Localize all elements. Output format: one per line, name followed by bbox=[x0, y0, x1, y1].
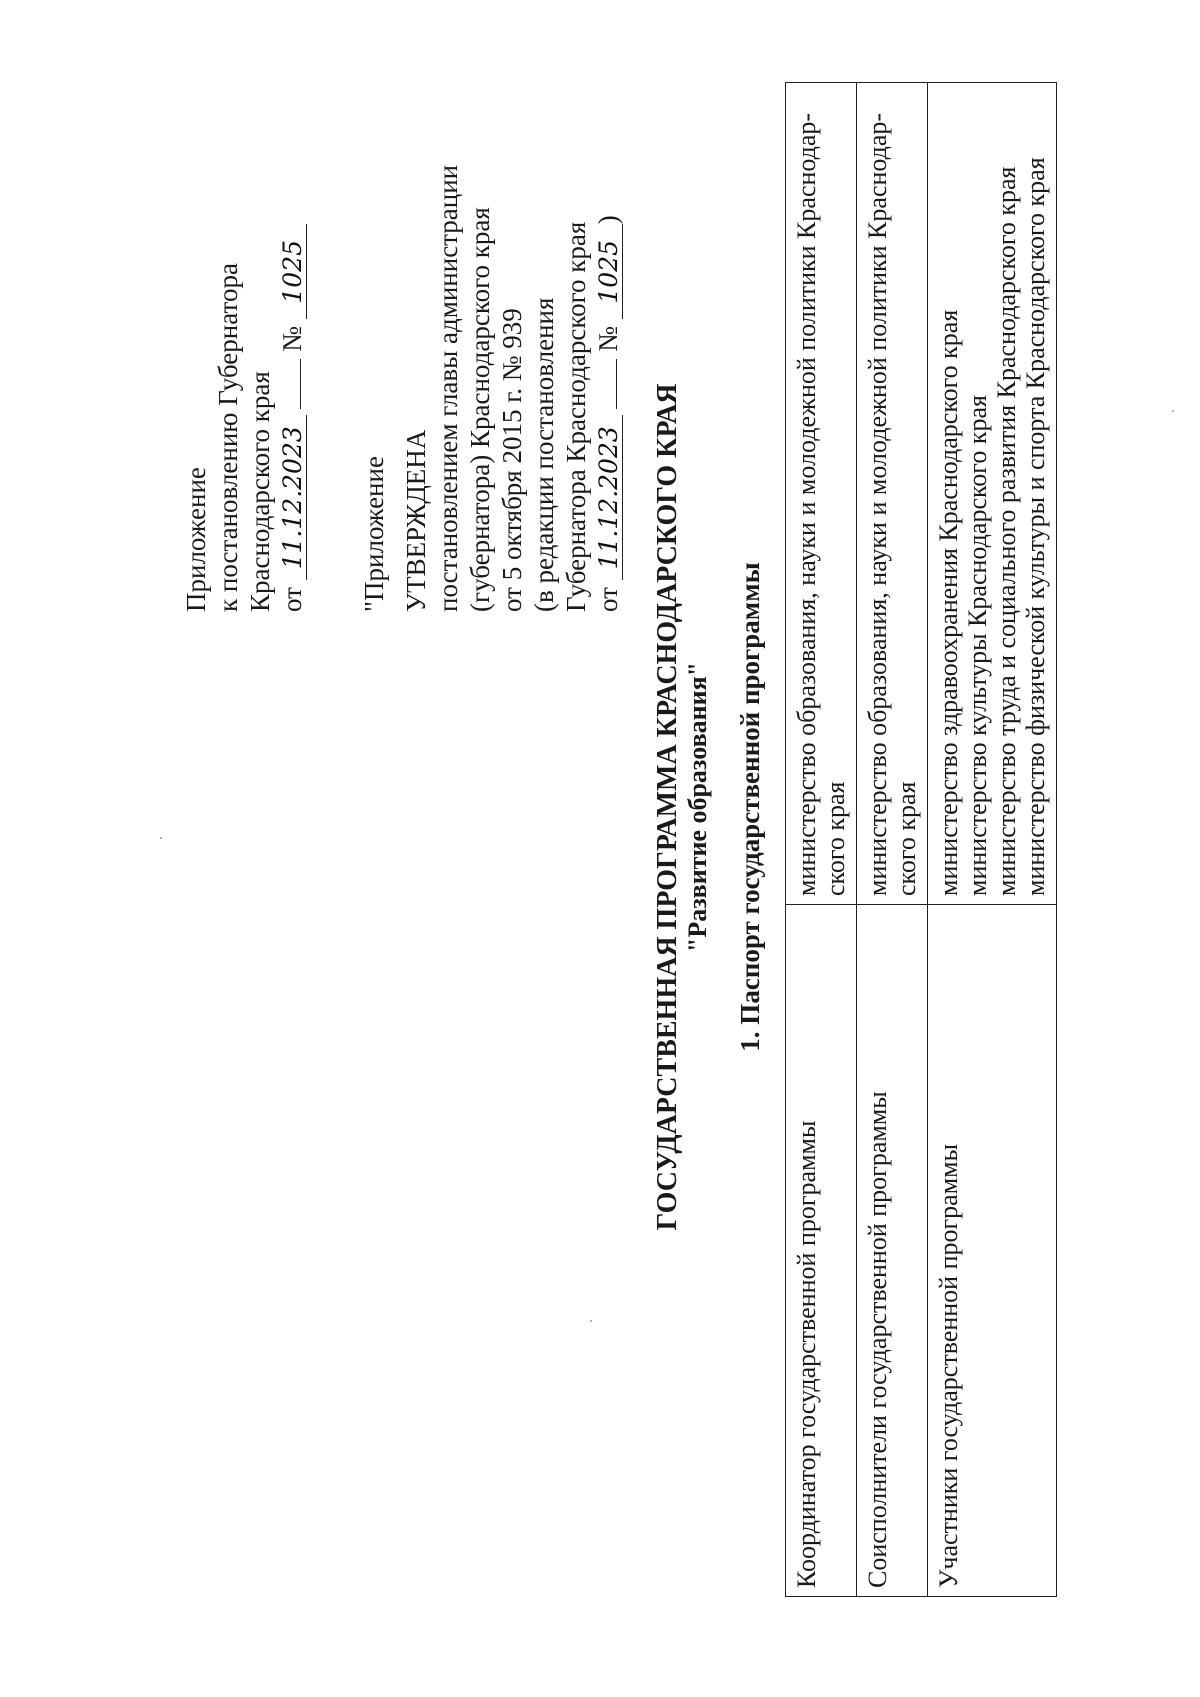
row-label-coexecutors: Соисполнители государственной программы bbox=[857, 905, 928, 1597]
number-prefix: № bbox=[277, 326, 307, 352]
handwritten-date: 11.12.2023 bbox=[280, 415, 307, 580]
value-line: ского края bbox=[892, 781, 921, 896]
passport-table bbox=[785, 82, 1057, 1597]
row-value-coexecutors bbox=[857, 83, 928, 905]
table-row bbox=[786, 83, 857, 1597]
appendix-line: к постановлению Губернатора bbox=[213, 263, 243, 612]
row-label-coordinator: Координатор государственной программы bbox=[786, 905, 857, 1597]
section-heading: 1. Паспорт государственной программы bbox=[735, 562, 765, 1052]
close-paren: ) bbox=[593, 215, 623, 225]
scan-speck bbox=[160, 837, 162, 839]
approval-stamp-block bbox=[400, 165, 624, 612]
approval-line: (губернатора) Краснодарского края bbox=[465, 207, 495, 612]
handwritten-date: 11.12.2023 bbox=[596, 415, 623, 580]
value-line: министерство здравоохранения Краснодарского края bbox=[934, 309, 963, 896]
table-row bbox=[928, 83, 1057, 1597]
appendix-date-line bbox=[276, 224, 308, 612]
appendix-line: Краснодарского края bbox=[245, 371, 275, 612]
number-prefix: № bbox=[593, 326, 623, 352]
value-line: ского края bbox=[821, 781, 850, 896]
document-title: ГОСУДАРСТВЕННАЯ ПРОГРАММА КРАСНОДАРСКОГО КРАЯ bbox=[652, 383, 683, 1231]
appendix-header bbox=[180, 224, 308, 612]
date-prefix: от bbox=[277, 587, 307, 612]
value-line: министерство физической культуры и спорта Краснодарского края bbox=[1021, 157, 1050, 896]
date-prefix: от bbox=[593, 587, 623, 612]
approved-label: УТВЕРЖДЕНА bbox=[401, 429, 431, 612]
handwritten-number: 1025 bbox=[596, 224, 623, 319]
value-line: министерство культуры Краснодарского края bbox=[963, 395, 992, 896]
row-value-coordinator bbox=[786, 83, 857, 905]
appendix-quote bbox=[358, 456, 390, 612]
scan-speck bbox=[1172, 410, 1174, 412]
approval-line: (в редакции постановления bbox=[529, 297, 559, 612]
row-label-participants: Участники государственной программы bbox=[928, 905, 1057, 1597]
scan-speck bbox=[590, 1320, 592, 1322]
approval-line: Губернатора Краснодарского края bbox=[561, 221, 591, 612]
approval-line: постановлением главы администрации bbox=[433, 164, 463, 612]
document-subtitle: "Развитие образования" bbox=[683, 661, 712, 953]
value-line: министерство образования, науки и молодежной политики Краснодар- bbox=[863, 112, 892, 896]
underline bbox=[614, 359, 617, 409]
table-row bbox=[857, 83, 928, 1597]
approval-date-line bbox=[592, 165, 624, 612]
appendix-label: "Приложение bbox=[359, 456, 389, 612]
handwritten-number: 1025 bbox=[280, 224, 307, 319]
row-value-participants bbox=[928, 83, 1057, 905]
appendix-label: Приложение bbox=[181, 467, 211, 612]
value-line: министерство труда и социального развития Краснодарского края bbox=[992, 166, 1021, 896]
value-line: министерство образования, науки и молодежной политики Краснодар- bbox=[792, 112, 821, 896]
approval-line: от 5 октября 2015 г. № 939 bbox=[497, 308, 527, 612]
underline bbox=[298, 359, 301, 409]
